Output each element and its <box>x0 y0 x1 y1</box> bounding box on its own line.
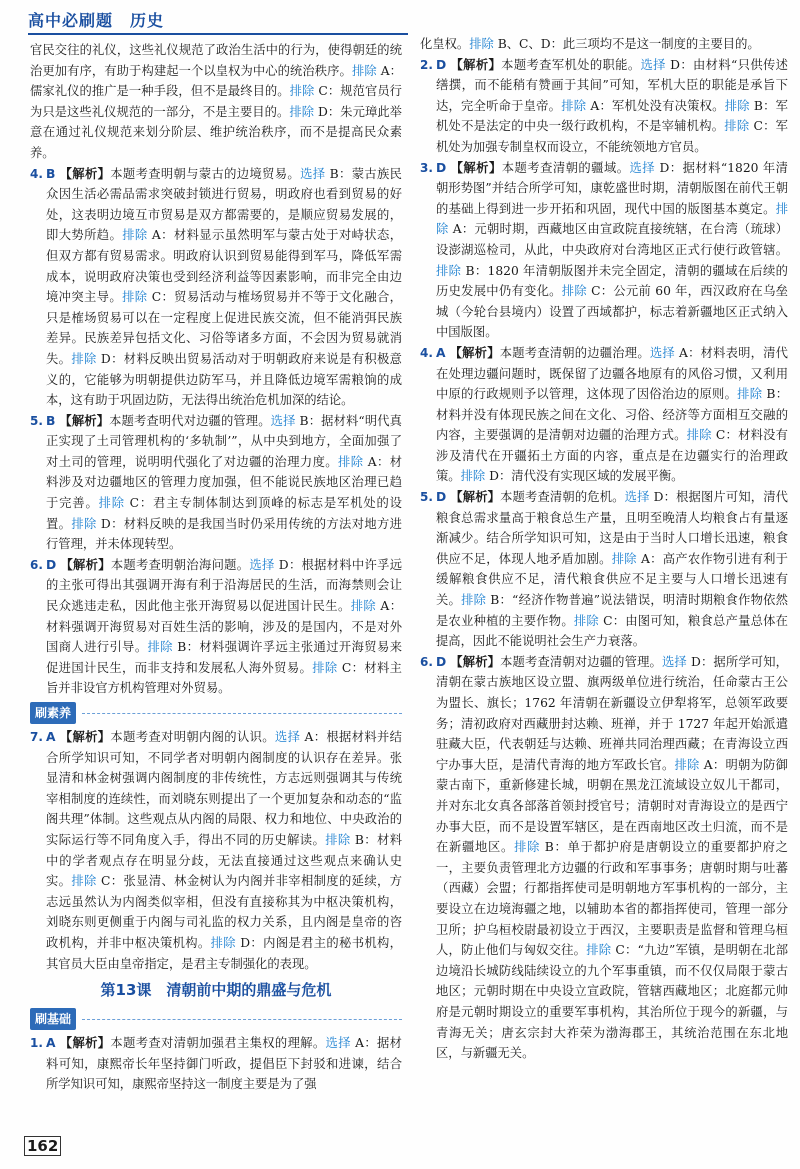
answer-item <box>420 55 788 158</box>
question-number: 7. <box>30 730 43 744</box>
answer-letter: A <box>46 730 56 744</box>
section-badge: 刷素养 <box>30 702 76 725</box>
right-column <box>420 34 788 1064</box>
answer-letter: B <box>46 166 56 181</box>
explanation-text: C：“九边”军镇，是明朝在北部边境沿长城防线陆续设立的九个军事重镇，而不仅仅局限于蒙古地区；元朝时期在中央设立宣政院，管辖西藏地区；北庭都元帅府是元朝时期设立的重要军事机构，其治所位于现今的新疆，与青海无关；唐玄宗封大祚荣为渤海郡王，其统治范围在东北地区，与新疆无关。 <box>436 943 788 1061</box>
left-intro <box>30 40 402 164</box>
explanation-text: D：内阁是君主的秘书机构，其官员大臣由皇帝指定，是君主专制强化的表现。 <box>46 935 402 971</box>
explanation-text: C：公元前 60 年，西汉政府在乌垒城（今轮台县境内）设置了西域都护，标志着新疆地区正式纳入中国版图。 <box>436 284 788 340</box>
explanation-text: A：材料强调开海贸易对百姓生活的影响，涉及的是国内，不是对外国商人进行引导。 <box>46 599 402 655</box>
question-number: 2. <box>420 57 433 72</box>
explanation-text: 本题考查清朝的疆域。 <box>501 160 630 175</box>
option-keyword: 选择 <box>300 166 326 181</box>
option-keyword: 排除 <box>561 284 587 299</box>
explanation-text: 本题考查军机处的职能。 <box>501 57 641 72</box>
explanation-text: 本题考查明代对边疆的管理。 <box>109 413 271 428</box>
option-keyword: 排除 <box>71 351 97 366</box>
explanation-text: 本题考查对明朝内阁的认识。 <box>110 730 275 744</box>
explanation-text: B：材料强调许孚远主张通过开海贸易来促进国计民生，而非支持和发展私人海外贸易。 <box>46 640 402 675</box>
question-number: 5. <box>30 413 43 428</box>
option-keyword: 排除 <box>312 660 338 675</box>
explanation-text: A：明朝为防御蒙古南下，重新修建长城，明朝在黑龙江流域设立奴儿干都司，并对东北女真各部落首领封授官号；清朝时对青海设立的是西宁办事大臣，而不是设置军辖区，是在西南地区改土归流，而不是在新疆地区。 <box>436 757 788 855</box>
left-column <box>30 40 402 1095</box>
option-keyword: 排除 <box>289 84 315 99</box>
explanation-text: A：军机处没有决策权。 <box>586 98 725 113</box>
option-keyword: 选择 <box>640 57 666 72</box>
explanation-text: B：材料并没有体现民族之间在文化、习俗、经济等方面相互交融的内容，主要强调的是清朝对边疆的治理方式。 <box>436 387 788 443</box>
option-keyword: 排除 <box>147 640 173 655</box>
option-keyword: 排除 <box>674 757 700 772</box>
explanation-text: B：蒙古族民众因生活必需品需求突破封锁进行贸易，明政府也看到贸易的好处，这表明边境互市贸易是双方都需要的，是顺应贸易发展的，即大势所趋。 <box>46 166 402 243</box>
explanation-text: B、C、D：此三项均不是这一制度的主要目的。 <box>493 37 760 51</box>
option-keyword: 排除 <box>122 290 148 305</box>
option-keyword: 排除 <box>469 37 494 51</box>
option-keyword: 排除 <box>724 119 750 134</box>
explanation-text: 本题考查明朝治海问题。 <box>110 557 250 572</box>
explanation-text: A：材料涉及对边疆地区的管理力度加强，但不能说民族地区治理已趋于完善。 <box>46 454 402 511</box>
analysis-tag: 【解析】 <box>59 729 111 744</box>
option-keyword: 排除 <box>325 832 351 847</box>
explanation-text: D：清代没有实现区域的发展平衡。 <box>485 469 684 484</box>
answer-letter: A <box>436 345 446 360</box>
explanation-text: D：根据材料中许孚远的主张可得出其强调开海有利于沿海居民的生活，而海禁则会让民众逃违走私，因此他主张开海贸易以促进国计民生。 <box>46 557 402 614</box>
explanation-text: D：材料反映出贸易活动对于明朝政府来说是有积极意义的，它能够为明朝提供边防军马，并且降低边境军需粮饷的成本，这有助于巩固边防，无法得出统治危机加深的结论。 <box>46 351 402 408</box>
explanation-text: B：据材料“明代真正实现了土司管理机构的‘多轨制’”，从中央到地方，全面加强了对土司的管理，说明明代强化了对边疆的治理力度。 <box>46 413 402 469</box>
explanation-text: A：根据材料并结合所学知识可知，不同学者对明朝内阁制度的认识存在差异。张显清和林金树强调内阁制度的非传统性，方志远则强调其与传统宰相制度的连续性，而刘晓东则提出了一个更加复杂和动态的“监阁共理”体制。这些观点从内阁的局限、权力和地位、中央政治的实际运行等不同角度入手，得出不同的历史解读。 <box>46 730 402 847</box>
option-keyword: 排除 <box>460 469 486 484</box>
option-keyword: 排除 <box>351 63 377 78</box>
option-keyword: 排除 <box>724 98 750 113</box>
explanation-text: 本题考查明朝与蒙古的边境贸易。 <box>110 166 301 181</box>
explanation-text: B：单于都护府是唐朝设立的重要都护府之一，主要负责管理北方边疆的行政和军事事务；唐朝时期与吐蕃（西藏）会盟；行都指挥使司是明朝地方军事机构的一部分，主要设立在边境海疆之地，以辅助本省的都指挥使司，管理一部分卫所；护乌桓校尉最初设立于西汉，主要职责是监督和管理乌桓人，防止他们与匈奴交往。 <box>436 840 788 958</box>
answer-letter: D <box>436 654 447 669</box>
option-keyword: 排除 <box>71 516 97 531</box>
option-keyword: 选择 <box>661 654 687 669</box>
option-keyword: 选择 <box>624 490 650 505</box>
analysis-tag: 【解析】 <box>449 344 500 360</box>
analysis-tag: 【解析】 <box>59 1035 111 1051</box>
question-number: 1. <box>30 1036 43 1051</box>
option-keyword: 排除 <box>686 428 712 443</box>
explanation-text: 本题考查对清朝加强君主集权的理解。 <box>110 1036 326 1051</box>
option-keyword: 排除 <box>561 98 587 113</box>
explanation-text: 本题考查清朝对边疆的管理。 <box>500 654 662 669</box>
explanation-text: C：规范官员行为只是这些礼仪规范的一部分，不是主要目的。 <box>30 84 402 119</box>
explanation-text: D：据所学可知，清朝在蒙古族地区设立盟、旗两级单位进行统治，任命蒙古王公为盟长、旗长；1762 年清朝在新疆设立伊犁将军，总领军政要务；清初政府对西藏册封达赖、班禅，并于 1727 年起开始派遣驻藏大臣，代表朝廷与达赖、班禅共同治理西藏；在青海设立西宁办事大臣，是清代青海的地方军政长官。 <box>436 654 788 772</box>
question-number: 3. <box>420 160 433 175</box>
answer-letter: D <box>436 160 447 175</box>
answer-item <box>420 652 788 1064</box>
answer-letter: A <box>46 1036 56 1051</box>
option-keyword: 排除 <box>514 840 541 855</box>
explanation-text: C：由图可知，粮食总产量总体在提高，因此不能说明社会生产力衰落。 <box>436 613 788 649</box>
option-keyword: 排除 <box>436 263 462 278</box>
explanation-text: C：张显清、林金树认为内阁并非宰相制度的延续，方志远虽然认为内阁类似宰相，但没有直接称其为中枢决策机构，刘晓东则更侧重于内阁与司礼监的权力关系，且内阁是皇帝的咨政机构，并非中枢决策机构。 <box>46 874 402 950</box>
question-number: 5. <box>420 490 433 505</box>
answer-item <box>30 555 402 699</box>
analysis-tag: 【解析】 <box>60 556 111 572</box>
explanation-text: A：据材料可知，康熙帝长年坚持御门听政，提倡臣下封驳和进谏，结合所学知识可知，康熙帝坚持这一制度主要是为了强 <box>46 1036 402 1092</box>
answer-letter: D <box>436 57 447 72</box>
explanation-text: A：材料表明，清代在处理边疆问题时，既保留了边疆各地原有的风俗习惯，又利用中原的行政规则予以管理，这体现了因俗治边的原则。 <box>436 345 788 402</box>
explanation-text: D：根据图片可知，清代粮食总需求量高于粮食总生产量，且明至晚清人均粮食占有量逐渐减少。结合所学知识可知，这是由于当时人口增长迅速，粮食供应不足，体现人地矛盾加剧。 <box>436 490 788 566</box>
option-keyword: 选择 <box>274 730 301 744</box>
option-keyword: 选择 <box>649 345 675 360</box>
right-continuation <box>420 34 788 55</box>
option-keyword: 排除 <box>737 387 763 402</box>
explanation-text: A：儒家礼仪的推广是一种手段，但不是最终目的。 <box>30 63 402 99</box>
lesson-title: 第13课 清朝前中期的鼎盛与危机 <box>100 981 332 1000</box>
answer-item <box>30 411 402 555</box>
explanation-text: C：君主专制体制达到顶峰的标志是军机处的设置。 <box>46 496 402 531</box>
answer-item <box>30 164 402 411</box>
explanation-text: D：朱元璋此举意在通过礼仪规范来划分阶层、维护统治秩序，而不是提高民众素养。 <box>30 104 402 160</box>
explanation-text: A：高产农作物引进有利于缓解粮食供应不足，清代粮食供应不足主要与人口增长迅速有关。 <box>436 551 788 608</box>
option-keyword: 排除 <box>436 201 788 237</box>
answer-item <box>420 158 788 343</box>
analysis-tag: 【解析】 <box>450 653 501 669</box>
explanation-text: C：军机处为加强专制皇权而设立，不能统领地方官员。 <box>436 119 788 154</box>
header-rule <box>28 33 408 35</box>
option-keyword: 排除 <box>210 935 236 950</box>
option-keyword: 排除 <box>338 454 364 469</box>
answer-item <box>30 727 402 974</box>
answer-item <box>30 1033 402 1095</box>
answer-letter: D <box>436 490 447 505</box>
question-number: 4. <box>420 345 433 360</box>
option-keyword: 选择 <box>629 160 656 175</box>
explanation-text: A：元朝时期，西藏地区由宣政院直接统辖，在台湾（琉球）设澎湖巡检司，从此，中央政府对台湾地区正式行使行政管辖。 <box>436 222 788 257</box>
analysis-tag: 【解析】 <box>450 159 502 175</box>
section-divider <box>82 1019 402 1020</box>
option-keyword: 排除 <box>586 943 612 958</box>
explanation-text: D：由材料“只供传述缮撰，而不能稍有赞画于其间”可知，军机大臣的职能是承旨下达，完全听命于皇帝。 <box>436 57 788 113</box>
explanation-text: 化皇权。 <box>420 37 470 51</box>
header-title: 高中必刷题 历史 <box>28 10 165 30</box>
option-keyword: 排除 <box>461 593 487 608</box>
explanation-text: B：1820 年清朝版图并未完全固定，清朝的疆域在后续的历史发展中仍有变化。 <box>436 263 788 299</box>
section-divider <box>82 713 402 714</box>
explanation-text: 本题考查清朝的危机。 <box>500 490 625 505</box>
option-keyword: 选择 <box>249 557 275 572</box>
option-keyword: 排除 <box>573 613 599 628</box>
explanation-text: C：贸易活动与榷场贸易并不等于文化融合，只是榷场贸易可以在一定程度上促进民族交流，但不能消弭民族差异。民族差异包括文化、习俗等诸多方面，不会因为贸易就消失。 <box>46 290 402 366</box>
page-number: 162 <box>24 1136 61 1156</box>
analysis-tag: 【解析】 <box>450 56 502 72</box>
section-badge: 刷基础 <box>30 1008 76 1031</box>
section-heading <box>30 702 402 724</box>
explanation-text: C：材料没有涉及清代在开疆拓土方面的内容，重点是在边疆实行的治理政策。 <box>436 428 788 484</box>
explanation-text: A：材料显示虽然明军与蒙古处于对峙状态，但双方都有贸易需求。明政府认识到贸易能得到军马，降低军需成本，说明政府决策也受到经济利益等因素影响，而非完全由边境冲突主导。 <box>46 228 402 305</box>
answer-item <box>420 487 788 652</box>
question-number: 4. <box>30 166 43 181</box>
option-keyword: 排除 <box>611 551 637 566</box>
option-keyword: 选择 <box>325 1036 351 1051</box>
answer-item <box>420 343 788 487</box>
section-heading <box>30 1008 402 1030</box>
explanation-text: D：据材料“1820 年清朝形势图”并结合所学可知，康乾盛世时期，清朝版图在前代王朝的基础上得到进一步开拓和巩固，现代中国的版图基本奠定。 <box>436 160 788 216</box>
explanation-text: B：军机处不是法定的中央一级行政机构，不是宰辅机构。 <box>436 98 788 134</box>
question-number: 6. <box>30 557 43 572</box>
explanation-text: 官民交往的礼仪，这些礼仪规范了政治生活中的行为，使得朝廷的统治更加有序，有助于构建起一个以皇权为中心的统治秩序。 <box>30 43 402 78</box>
explanation-text: 本题考查清朝的边疆治理。 <box>499 345 650 360</box>
explanation-text: B：材料中的学者观点存在明显分歧，无法直接通过这些观点来确认史实。 <box>46 832 402 889</box>
explanation-text: B：“经济作物普遍”说法错误，明清时期粮食作物依然是农业种植的主要作物。 <box>436 593 788 628</box>
option-keyword: 排除 <box>98 496 125 511</box>
answer-letter: B <box>46 413 56 428</box>
option-keyword: 排除 <box>289 104 315 119</box>
option-keyword: 排除 <box>71 874 97 889</box>
option-keyword: 排除 <box>122 228 148 243</box>
analysis-tag: 【解析】 <box>59 412 110 428</box>
option-keyword: 排除 <box>350 599 377 614</box>
analysis-tag: 【解析】 <box>450 489 501 505</box>
question-number: 6. <box>420 654 433 669</box>
explanation-text: C：材料主旨并非设官方机构管理对外贸易。 <box>46 660 402 696</box>
analysis-tag: 【解析】 <box>59 165 111 181</box>
option-keyword: 选择 <box>270 413 296 428</box>
running-header <box>28 4 164 34</box>
answer-letter: D <box>46 557 57 572</box>
explanation-text: D：材料反映的是我国当时仍采用传统的方法对地方进行管理，并未体现转型。 <box>46 516 402 552</box>
